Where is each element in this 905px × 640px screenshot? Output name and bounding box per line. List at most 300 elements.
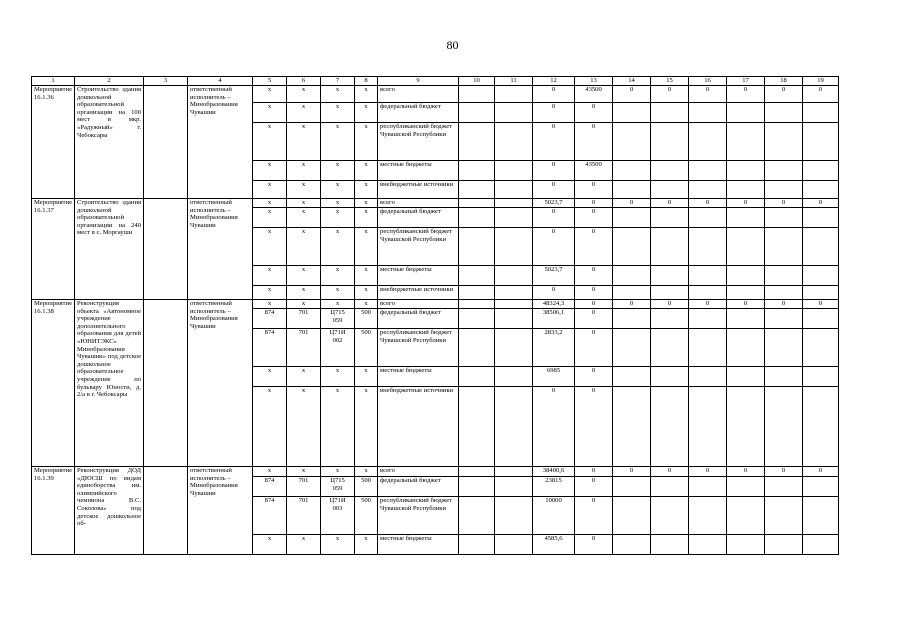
amount-cell (651, 208, 689, 228)
amount-cell: 0 (575, 367, 613, 387)
code-cell: х (253, 103, 287, 123)
amount-cell (727, 228, 765, 266)
activity-name: Реконструкция объекта «Автономное учреждение дополнительного образования для детей «ЮНИТЭКС» Минобразования Чувашии» под детское дошкольное образовательное учреждение по бульвару Юности, д. 2/а в г. Чебоксары (75, 300, 144, 467)
code-cell: х (355, 300, 378, 309)
amount-cell: 0 (533, 161, 575, 181)
code-cell: х (355, 535, 378, 555)
column-header: 12 (533, 77, 575, 86)
amount-cell: 0 (533, 286, 575, 300)
amount-cell: 0 (651, 86, 689, 103)
funding-source: республиканский бюджет Чувашской Республики (378, 228, 459, 266)
table-cell (495, 161, 533, 181)
amount-cell: 0 (533, 103, 575, 123)
amount-cell: 0 (651, 467, 689, 477)
code-cell: х (355, 286, 378, 300)
amount-cell: 0 (575, 286, 613, 300)
amount-cell (689, 309, 727, 329)
code-cell: х (321, 266, 355, 286)
amount-cell: 5023,7 (533, 199, 575, 208)
table-cell (495, 86, 533, 103)
code-cell: х (253, 228, 287, 266)
amount-cell: 0 (575, 300, 613, 309)
code-cell: х (287, 467, 321, 477)
amount-cell: 0 (575, 103, 613, 123)
amount-cell: 0 (727, 467, 765, 477)
code-cell: х (321, 199, 355, 208)
amount-cell: 0 (727, 199, 765, 208)
funding-source: всего (378, 199, 459, 208)
table-cell (495, 477, 533, 497)
code-cell: х (355, 228, 378, 266)
amount-cell: 0 (575, 266, 613, 286)
amount-cell (651, 266, 689, 286)
amount-cell (765, 387, 803, 467)
amount-cell: 43500 (575, 86, 613, 103)
code-cell: х (321, 123, 355, 161)
table-cell (495, 309, 533, 329)
table-cell (459, 123, 495, 161)
column-header: 19 (803, 77, 839, 86)
code-cell: 874 (253, 329, 287, 367)
amount-cell (613, 123, 651, 161)
code-cell: х (253, 300, 287, 309)
activity-name: Реконструкция ДОД «ДЮСШ по видам единоборства им. олимпийского чемпиона В.С. Соколова» под детское дошкольное об- (75, 467, 144, 555)
code-cell: х (253, 535, 287, 555)
table-cell (495, 123, 533, 161)
column-header: 4 (188, 77, 253, 86)
amount-cell: 6985 (533, 367, 575, 387)
code-cell: х (355, 161, 378, 181)
amount-cell (613, 477, 651, 497)
amount-cell (765, 329, 803, 367)
amount-cell (689, 286, 727, 300)
amount-cell: 0 (575, 329, 613, 367)
funding-source: республиканский бюджет Чувашской Республики (378, 329, 459, 367)
code-cell: х (253, 266, 287, 286)
code-cell: 500 (355, 329, 378, 367)
amount-cell (613, 161, 651, 181)
amount-cell: 0 (765, 300, 803, 309)
amount-cell (613, 535, 651, 555)
column-header: 2 (75, 77, 144, 86)
code-cell: х (355, 208, 378, 228)
table-cell (459, 300, 495, 309)
code-cell: 874 (253, 309, 287, 329)
amount-cell (803, 228, 839, 266)
table-cell (144, 467, 188, 555)
code-cell: х (287, 300, 321, 309)
funding-source: местные бюджеты (378, 367, 459, 387)
column-header: 5 (253, 77, 287, 86)
table-cell (144, 86, 188, 199)
code-cell: х (253, 199, 287, 208)
code-cell: Ц71И 002 (321, 329, 355, 367)
amount-cell (689, 266, 727, 286)
amount-cell: 0 (765, 86, 803, 103)
amount-cell: 0 (575, 123, 613, 161)
amount-cell (689, 208, 727, 228)
amount-cell: 0 (575, 181, 613, 199)
code-cell: х (253, 181, 287, 199)
amount-cell (727, 181, 765, 199)
amount-cell (765, 309, 803, 329)
amount-cell (689, 387, 727, 467)
column-header: 17 (727, 77, 765, 86)
amount-cell (803, 329, 839, 367)
code-cell: х (287, 199, 321, 208)
code-cell: х (321, 300, 355, 309)
activity-executor: ответственный исполнитель – Минобразования Чувашии (188, 467, 253, 555)
page-number: 80 (446, 38, 459, 52)
amount-cell: 0 (689, 199, 727, 208)
table-cell (495, 103, 533, 123)
amount-cell (651, 477, 689, 497)
table-cell (459, 467, 495, 477)
amount-cell (765, 181, 803, 199)
code-cell: х (321, 367, 355, 387)
code-cell: х (355, 387, 378, 467)
amount-cell: 38400,6 (533, 467, 575, 477)
table-cell (144, 199, 188, 300)
code-cell: х (321, 286, 355, 300)
amount-cell (651, 387, 689, 467)
amount-cell: 0 (803, 199, 839, 208)
code-cell: х (355, 467, 378, 477)
amount-cell: 0 (533, 123, 575, 161)
funding-source: всего (378, 467, 459, 477)
amount-cell: 0 (765, 467, 803, 477)
funding-source: всего (378, 86, 459, 103)
amount-cell: 0 (533, 181, 575, 199)
amount-cell: 0 (533, 228, 575, 266)
amount-cell (613, 329, 651, 367)
code-cell: х (321, 387, 355, 467)
amount-cell: 10000 (533, 497, 575, 535)
table-cell (459, 329, 495, 367)
amount-cell (689, 329, 727, 367)
code-cell: х (253, 387, 287, 467)
table-cell (144, 300, 188, 467)
amount-cell (689, 103, 727, 123)
amount-cell (689, 535, 727, 555)
funding-source: местные бюджеты (378, 535, 459, 555)
activity-name: Строительство здания дошкольной образовательной организации на 100 мест в мкр. «Радужный» г. Чебоксары (75, 86, 144, 199)
amount-cell (651, 309, 689, 329)
table-cell (459, 477, 495, 497)
amount-cell (613, 309, 651, 329)
table-cell (459, 199, 495, 208)
code-cell: х (253, 123, 287, 161)
amount-cell: 0 (803, 467, 839, 477)
column-header: 1 (32, 77, 75, 86)
code-cell: х (287, 86, 321, 103)
amount-cell (803, 103, 839, 123)
amount-cell (651, 103, 689, 123)
code-cell: Ц715 059 (321, 477, 355, 497)
amount-cell: 5023,7 (533, 266, 575, 286)
table-cell (459, 286, 495, 300)
amount-cell: 23815 (533, 477, 575, 497)
code-cell: х (287, 286, 321, 300)
amount-cell (689, 228, 727, 266)
table-header-row (32, 77, 839, 86)
code-cell: х (287, 535, 321, 555)
code-cell: 701 (287, 309, 321, 329)
activity-id: Мероприятие 16.1.39 (32, 467, 75, 555)
code-cell: х (355, 199, 378, 208)
activity-executor: ответственный исполнитель – Минобразования Чувашии (188, 86, 253, 199)
code-cell: х (355, 181, 378, 199)
amount-cell (651, 367, 689, 387)
amount-cell (613, 208, 651, 228)
activity-name: Строительство здания дошкольной образовательной организации на 240 мест в с. Моргауши (75, 199, 144, 300)
amount-cell: 0 (689, 86, 727, 103)
code-cell: х (321, 86, 355, 103)
table-cell (495, 228, 533, 266)
column-header: 7 (321, 77, 355, 86)
amount-cell (651, 123, 689, 161)
amount-cell (803, 367, 839, 387)
amount-cell (613, 286, 651, 300)
funding-source: местные бюджеты (378, 266, 459, 286)
amount-cell (689, 181, 727, 199)
amount-cell (727, 161, 765, 181)
amount-cell (765, 208, 803, 228)
code-cell: х (321, 181, 355, 199)
column-header: 18 (765, 77, 803, 86)
amount-cell (727, 103, 765, 123)
amount-cell (803, 497, 839, 535)
code-cell: х (253, 86, 287, 103)
amount-cell (613, 181, 651, 199)
code-cell: х (287, 266, 321, 286)
code-cell: х (287, 103, 321, 123)
column-header: 13 (575, 77, 613, 86)
table-cell (495, 387, 533, 467)
table-cell (459, 228, 495, 266)
code-cell: х (355, 123, 378, 161)
funding-source: внебюджетные источники (378, 286, 459, 300)
amount-cell: 38506,1 (533, 309, 575, 329)
amount-cell (651, 228, 689, 266)
column-header: 14 (613, 77, 651, 86)
amount-cell (803, 123, 839, 161)
amount-cell (727, 387, 765, 467)
amount-cell: 0 (613, 86, 651, 103)
table-cell (459, 86, 495, 103)
amount-cell (689, 367, 727, 387)
amount-cell: 0 (765, 199, 803, 208)
code-cell: х (321, 467, 355, 477)
amount-cell: 0 (689, 467, 727, 477)
funding-source: федеральный бюджет (378, 477, 459, 497)
amount-cell (803, 266, 839, 286)
amount-cell (651, 286, 689, 300)
amount-cell (613, 497, 651, 535)
table-cell (495, 535, 533, 555)
amount-cell (727, 286, 765, 300)
amount-cell (765, 161, 803, 181)
table-cell (459, 103, 495, 123)
amount-cell (765, 535, 803, 555)
column-header: 15 (651, 77, 689, 86)
amount-cell (765, 266, 803, 286)
amount-cell (651, 497, 689, 535)
amount-cell (613, 367, 651, 387)
code-cell: х (321, 161, 355, 181)
amount-cell (727, 123, 765, 161)
amount-cell (613, 228, 651, 266)
amount-cell (803, 208, 839, 228)
table-cell (459, 387, 495, 467)
code-cell: 500 (355, 477, 378, 497)
amount-cell (803, 535, 839, 555)
amount-cell: 0 (533, 86, 575, 103)
amount-cell (613, 266, 651, 286)
amount-cell (689, 123, 727, 161)
column-header: 8 (355, 77, 378, 86)
funding-source: республиканский бюджет Чувашской Республики (378, 123, 459, 161)
amount-cell (727, 535, 765, 555)
table-cell (495, 329, 533, 367)
amount-cell (689, 161, 727, 181)
table-cell (495, 300, 533, 309)
code-cell: 874 (253, 497, 287, 535)
table-cell (495, 181, 533, 199)
amount-cell (803, 286, 839, 300)
code-cell: х (355, 103, 378, 123)
amount-cell: 0 (575, 309, 613, 329)
amount-cell (651, 535, 689, 555)
amount-cell (727, 477, 765, 497)
column-header: 3 (144, 77, 188, 86)
amount-cell (651, 181, 689, 199)
amount-cell: 0 (803, 300, 839, 309)
amount-cell (765, 228, 803, 266)
amount-cell: 48324,3 (533, 300, 575, 309)
amount-cell: 0 (613, 467, 651, 477)
column-header: 16 (689, 77, 727, 86)
amount-cell: 0 (613, 300, 651, 309)
code-cell: х (287, 228, 321, 266)
amount-cell: 0 (651, 300, 689, 309)
funding-source: федеральный бюджет (378, 208, 459, 228)
amount-cell (613, 387, 651, 467)
amount-cell: 0 (613, 199, 651, 208)
amount-cell (803, 387, 839, 467)
code-cell: х (287, 123, 321, 161)
amount-cell: 0 (575, 387, 613, 467)
amount-cell (803, 181, 839, 199)
table-row (32, 86, 839, 103)
table-cell (459, 497, 495, 535)
amount-cell (727, 497, 765, 535)
amount-cell (765, 286, 803, 300)
amount-cell (651, 161, 689, 181)
amount-cell: 0 (575, 497, 613, 535)
amount-cell: 0 (575, 199, 613, 208)
table-row (32, 300, 839, 309)
amount-cell: 0 (727, 300, 765, 309)
activity-id: Мероприятие 16.1.37 (32, 199, 75, 300)
code-cell: х (321, 535, 355, 555)
activity-id: Мероприятие 16.1.38 (32, 300, 75, 467)
code-cell: х (253, 208, 287, 228)
code-cell: 701 (287, 329, 321, 367)
amount-cell (765, 123, 803, 161)
table-cell (459, 367, 495, 387)
table-cell (495, 286, 533, 300)
table-cell (459, 181, 495, 199)
code-cell: Ц715 059 (321, 309, 355, 329)
amount-cell (765, 103, 803, 123)
table-cell (459, 266, 495, 286)
column-header: 11 (495, 77, 533, 86)
table-cell (495, 266, 533, 286)
code-cell: х (253, 286, 287, 300)
table-cell (495, 467, 533, 477)
code-cell: 500 (355, 497, 378, 535)
funding-source: всего (378, 300, 459, 309)
table-cell (495, 497, 533, 535)
amount-cell (803, 477, 839, 497)
amount-cell (765, 367, 803, 387)
table-cell (495, 367, 533, 387)
amount-cell (727, 208, 765, 228)
funding-source: внебюджетные источники (378, 387, 459, 467)
amount-cell (727, 367, 765, 387)
budget-table (31, 76, 839, 555)
table-row (32, 199, 839, 208)
amount-cell (765, 497, 803, 535)
funding-source: республиканский бюджет Чувашской Республики (378, 497, 459, 535)
amount-cell (727, 329, 765, 367)
table-cell (459, 208, 495, 228)
code-cell: х (287, 367, 321, 387)
code-cell: х (321, 103, 355, 123)
activity-executor: ответственный исполнитель – Минобразования Чувашии (188, 199, 253, 300)
funding-source: федеральный бюджет (378, 103, 459, 123)
activity-executor: ответственный исполнитель – Минобразования Чувашии (188, 300, 253, 467)
column-header: 6 (287, 77, 321, 86)
code-cell: х (355, 367, 378, 387)
column-header: 9 (378, 77, 459, 86)
table-row (32, 467, 839, 477)
amount-cell: 0 (575, 477, 613, 497)
amount-cell (803, 309, 839, 329)
amount-cell: 0 (651, 199, 689, 208)
amount-cell (651, 329, 689, 367)
code-cell: х (321, 228, 355, 266)
code-cell: Ц71И 003 (321, 497, 355, 535)
amount-cell (689, 477, 727, 497)
amount-cell: 0 (575, 535, 613, 555)
code-cell: 701 (287, 477, 321, 497)
amount-cell: 43500 (575, 161, 613, 181)
amount-cell: 2833,2 (533, 329, 575, 367)
table-cell (495, 199, 533, 208)
code-cell: х (287, 181, 321, 199)
code-cell: х (253, 161, 287, 181)
amount-cell: 0 (575, 467, 613, 477)
amount-cell: 0 (575, 228, 613, 266)
amount-cell: 0 (803, 86, 839, 103)
amount-cell (613, 103, 651, 123)
amount-cell (727, 309, 765, 329)
table-cell (495, 208, 533, 228)
table-cell (459, 309, 495, 329)
amount-cell (689, 497, 727, 535)
